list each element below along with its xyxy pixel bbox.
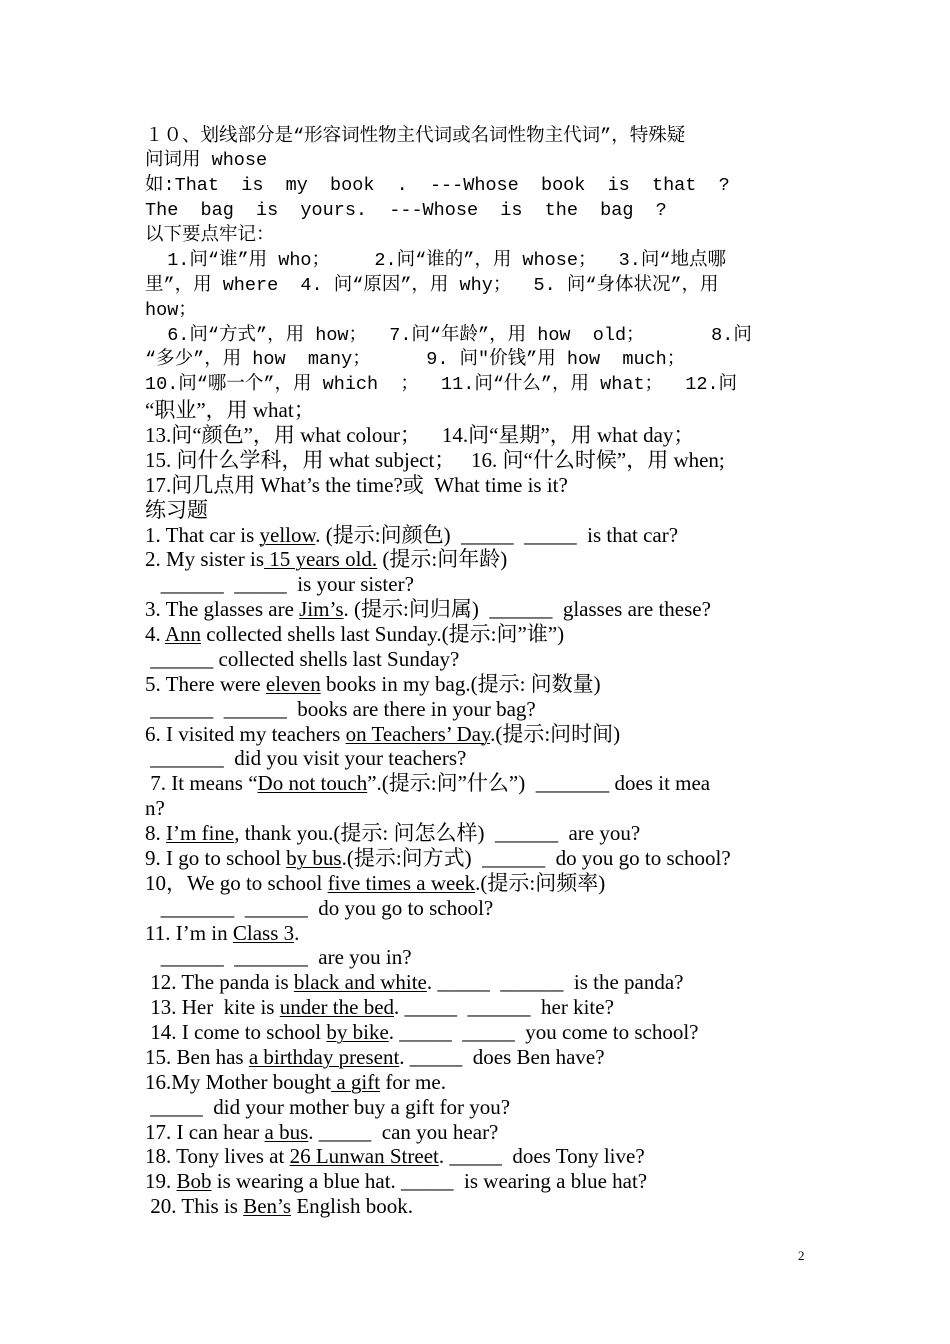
underlined-part: yellow — [259, 522, 316, 547]
underlined-part: I’m fine — [166, 821, 235, 845]
underlined-part: under the bed — [279, 995, 395, 1020]
exercise-10-answer — [145, 896, 807, 921]
answer-blank-line: ______ collected shells last Sunday? — [145, 646, 460, 671]
exercise-8 — [145, 821, 807, 846]
rule-line: 17.问几点用 What’s the time?或 What time is it? — [145, 472, 568, 497]
exercise-6-answer — [145, 746, 807, 771]
underlined-part: Ann — [164, 622, 202, 646]
page-number: 2 — [798, 1248, 805, 1263]
exercise-1 — [145, 523, 807, 548]
document-content — [145, 125, 807, 1220]
underlined-part: by bike — [326, 1020, 389, 1044]
exercise-11-answer — [145, 945, 807, 970]
exercise-text: . (提示:问归属) ______ glasses are these? — [343, 597, 711, 622]
underlined-part: Jim’s — [299, 597, 344, 622]
exercise-7 — [145, 771, 807, 796]
exercise-11 — [145, 921, 807, 946]
answer-blank-line: _______ did you visit your teachers? — [145, 746, 467, 771]
exercise-text: 4. — [145, 622, 165, 646]
underlined-part: a birthday present — [248, 1044, 400, 1069]
exercise-text: . _____ does Tony live? — [438, 1144, 645, 1169]
exercise-4 — [145, 622, 807, 647]
exercise-text: (提示:问年龄) — [377, 547, 508, 572]
exercise-text: .(提示:问时间) — [490, 721, 621, 746]
rule-line: 6.问“方式”，用 how； 7.问“年龄”，用 how old； 8.问 — [145, 324, 752, 346]
answer-blank-line: _______ ______ do you go to school? — [145, 895, 494, 920]
exercise-10 — [145, 871, 807, 896]
exercise-text: . _____ _____ you come to school? — [388, 1020, 699, 1044]
exercise-text: ”.(提示:问”什么”) _______ does it mea — [367, 771, 711, 796]
exercise-12 — [145, 970, 807, 995]
underlined-part: 15 years old. — [264, 547, 378, 572]
exercise-4-answer — [145, 647, 807, 672]
exercise-text: collected shells last Sunday.(提示:问”谁”) — [201, 622, 565, 646]
exercise-18 — [145, 1144, 807, 1169]
exercise-15 — [145, 1045, 807, 1070]
exercise-text: .(提示:问频率) — [475, 870, 606, 895]
exercise-16 — [145, 1070, 807, 1095]
exercise-text: .(提示:问方式) ______ do you go to school? — [341, 845, 731, 870]
example-line: 如:That is my book . ---Whose book is that ? — [145, 175, 730, 197]
rule-line: 13.问“颜色”，用 what colour； 14.问“星期”，用 what day； — [145, 423, 695, 447]
exercise-14 — [145, 1020, 807, 1045]
exercise-text: 10，We go to school — [145, 870, 328, 895]
exercise-text: 7. It means “ — [145, 771, 258, 796]
exercise-text: . _____ ______ her kite? — [394, 995, 614, 1020]
exercise-text: . _____ does Ben have? — [399, 1044, 605, 1069]
exercise-text: 18. Tony lives at — [145, 1144, 290, 1169]
answer-blank-line: ______ ______ books are there in your bag? — [145, 696, 536, 721]
exercise-text: 2. My sister is — [145, 547, 265, 572]
underlined-part: a gift — [331, 1069, 381, 1094]
exercise-5 — [145, 672, 807, 697]
exercise-6 — [145, 722, 807, 747]
underlined-part: a bus — [264, 1119, 309, 1144]
answer-blank-line: _____ did your mother buy a gift for you? — [145, 1094, 511, 1119]
underlined-part: Do not touch — [257, 771, 368, 796]
answer-blank-line: ______ _______ are you in? — [145, 945, 412, 970]
exercise-text: , thank you.(提示: 问怎么样) ______ are you? — [234, 821, 641, 845]
exercise-13 — [145, 995, 807, 1020]
exercise-2 — [145, 547, 807, 572]
exercise-text: 14. I come to school — [145, 1020, 327, 1044]
exercise-9 — [145, 846, 807, 871]
rule-line: 10.问“哪一个”，用 which ； 11.问“什么”，用 what； 12.问 — [145, 374, 738, 396]
exercise-19 — [145, 1169, 807, 1194]
underlined-part: Ben’s — [243, 1194, 292, 1219]
rule-line: 15. 问什么学科，用 what subject； 16. 问“什么时候”，用 when; — [145, 447, 725, 472]
underlined-part: eleven — [265, 671, 321, 696]
underlined-part: Bob — [176, 1169, 212, 1194]
exercise-text: 15. Ben has — [145, 1044, 249, 1069]
exercise-text: 1. That car is — [145, 522, 260, 547]
rule-line: “职业”，用 what； — [145, 398, 315, 423]
section-heading-continued: 问词用 whose — [145, 150, 268, 172]
exercise-2-answer — [145, 572, 807, 597]
exercise-20 — [145, 1194, 807, 1219]
exercise-5-answer — [145, 697, 807, 722]
underlined-part: by bus — [286, 845, 342, 870]
underlined-part: Class 3 — [232, 920, 295, 945]
underlined-part: five times a week — [327, 870, 476, 895]
exercise-title: 练习题 — [145, 497, 208, 522]
exercise-text: books in my bag.(提示: 问数量) — [320, 671, 601, 696]
exercise-text: English book. — [291, 1194, 413, 1219]
exercise-text: 6. I visited my teachers — [145, 721, 346, 746]
exercise-7-continued — [145, 796, 807, 821]
exercise-text: 11. I’m in — [145, 920, 233, 945]
underlined-part: on Teachers’ Day — [345, 721, 491, 746]
exercise-text: 19. — [145, 1169, 177, 1194]
exercise-16-answer — [145, 1095, 807, 1120]
exercise-text: . _____ ______ is the panda? — [426, 970, 684, 995]
section-heading: １０、划线部分是“形容词性物主代词或名词性物主代词”，特殊疑 — [145, 125, 686, 147]
exercise-text: for me. — [380, 1069, 446, 1094]
exercise-text: 20. This is — [145, 1194, 244, 1219]
rule-line: 1.问“谁”用 who； 2.问“谁的”，用 whose； 3.问“地点哪 — [145, 249, 726, 271]
exercise-text: 3. The glasses are — [145, 597, 300, 622]
answer-blank-line: ______ _____ is your sister? — [145, 572, 414, 597]
exercise-text: n? — [145, 796, 165, 821]
rule-line: “多少”，用 how many； 9. 问″价钱”用 how much； — [145, 349, 686, 371]
example-line: The bag is yours. ---Whose is the bag ? — [145, 200, 667, 222]
exercise-text: 5. There were — [145, 671, 266, 696]
exercise-text: . (提示:问颜色) _____ _____ is that car? — [315, 522, 679, 547]
underlined-part: 26 Lunwan Street — [289, 1144, 439, 1169]
rule-line: how； — [145, 299, 197, 321]
exercise-text: 8. — [145, 821, 166, 845]
exercise-text: 16.My Mother bought — [145, 1069, 332, 1094]
exercise-text: is wearing a blue hat. _____ is wearing a blue hat? — [211, 1169, 648, 1194]
rule-line: 里”，用 where 4. 问“原因”，用 why； 5. 问“身体状况”，用 — [145, 274, 719, 296]
underlined-part: black and white — [293, 970, 427, 995]
exercise-text: . _____ can you hear? — [308, 1119, 499, 1144]
exercise-3 — [145, 597, 807, 622]
exercise-text: 12. The panda is — [145, 970, 294, 995]
exercise-text: 17. I can hear — [145, 1119, 265, 1144]
exercise-17 — [145, 1120, 807, 1145]
exercise-text: 13. Her kite is — [145, 995, 280, 1020]
key-points-heading: 以下要点牢记： — [145, 225, 275, 246]
exercise-text: . — [294, 920, 300, 945]
exercise-text: 9. I go to school — [145, 845, 287, 870]
